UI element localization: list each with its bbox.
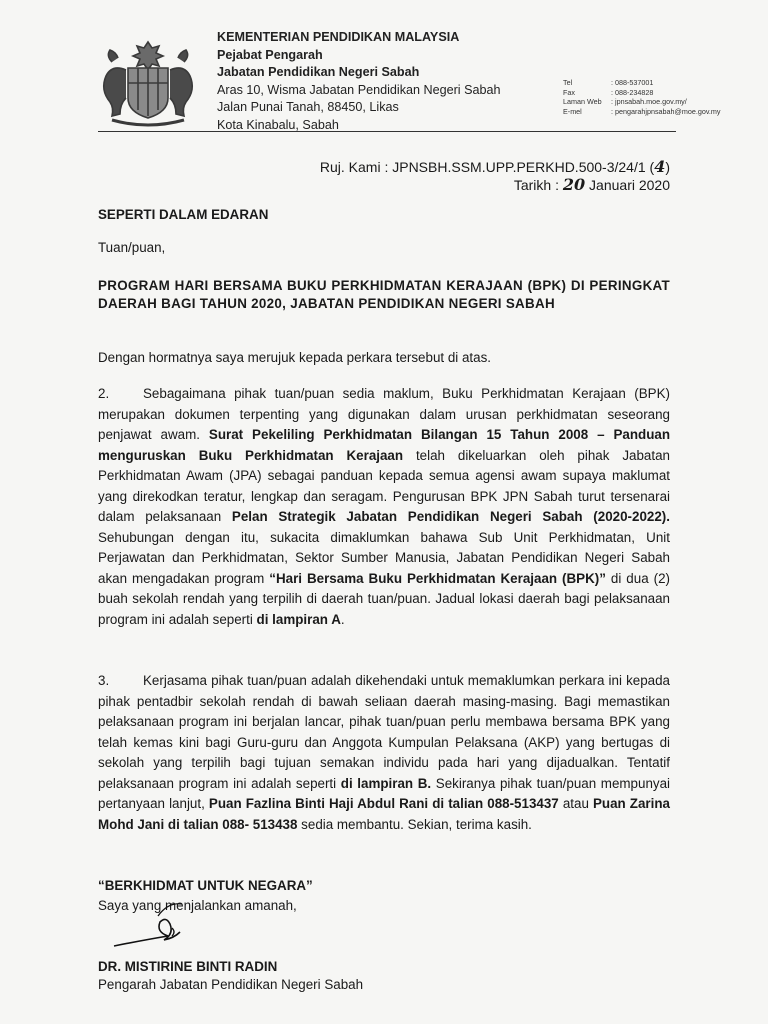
address-line-1: Aras 10, Wisma Jabatan Pendidikan Negeri Sabah: [217, 82, 501, 97]
department-name: Jabatan Pendidikan Negeri Sabah: [217, 65, 420, 80]
motto: “BERKHIDMAT UNTUK NEGARA”: [98, 878, 313, 893]
contact-row-fax: Fax : 088-234828: [563, 87, 654, 97]
signatory-position: Pengarah Jabatan Pendidikan Negeri Sabah: [98, 977, 364, 992]
contact-row-email: E-mel : pengarahjpnsabah@moe.gov.my: [563, 106, 721, 116]
coat-of-arms-logo: [98, 36, 198, 128]
paragraph-2: 2. Sebagaimana pihak tuan/puan sedia maklum, Buku Perkhidmatan Kerajaan (BPK) merupakan dokumen terpenting yang digunakan dalam urusan perkhidmatan seseorang penjawat awam. Surat Pekeliling Perkhidmatan Bilangan 15 Tahun 2008 – Panduan menguruskan Buku Perkhidmatan Kerajaan telah dikeluarkan oleh pihak Jabatan Perkhidmatan Awam (JPA) sebagai panduan kepada semua agensi awam supaya maklumat yang direkodkan teratur, lengkap dan seragam. Pengurusan BPK JPN Sabah turut tersenarai dalam pelaksanaan Pelan Strategik Jabatan Pendidikan Negeri Sabah (2020-2022). Sehubungan dengan itu, sukacita dimaklumkan bahawa Sub Unit Perkhidmatan, Unit Perjawatan dan Perkhidmatan, Sektor Sumber Manusia, Jabatan Pendidikan Negeri Sabah akan mengadakan program “Hari Bersama Buku Perkhidmatan Kerajaan (BPK)” di dua (2) buah sekolah rendah yang terpilih di daerah tuan/puan. Jadual lokasi daerah bagi pelaksanaan program ini adalah seperti di lampiran A.: [98, 386, 671, 627]
letterhead-divider: [98, 131, 676, 132]
letterhead: [217, 29, 501, 135]
closing-line: Saya yang menjalankan amanah,: [98, 898, 297, 913]
address-line-3: Kota Kinabalu, Sabah: [217, 117, 339, 132]
contact-details: [563, 78, 720, 116]
handwritten-signature: [112, 896, 202, 954]
reference-number: Ruj. Kami : JPNSBH.SSM.UPP.PERKHD.500-3/24/1 (4): [319, 157, 670, 176]
recipient-line: SEPERTI DALAM EDARAN: [98, 207, 269, 222]
office-name: Pejabat Pengarah: [217, 47, 323, 62]
ministry-name: KEMENTERIAN PENDIDIKAN MALAYSIA: [217, 30, 460, 44]
subject-heading: PROGRAM HARI BERSAMA BUKU PERKHIDMATAN KERAJAAN (BPK) DI PERINGKAT DAERAH BAGI TAHUN 2020, JABATAN PENDIDIKAN NEGERI SABAH: [98, 278, 670, 311]
paragraph-3: 3. Kerjasama pihak tuan/puan adalah dikehendaki untuk memaklumkan perkara ini kepada pihak pentadbir sekolah rendah di bawah seliaan daerah masing-masing. Bagi memastikan pelaksanaan program ini berjalan lancar, pihak tuan/puan perlu membawa bersama BPK yang telah kemas kini bagi Guru-guru dan Anggota Kumpulan Pelaksana (AKP) yang bertugas di sekolah yang terpilih bagi tujuan semakan individu pada hari yang dijadualkan. Tentatif pelaksanaan program ini adalah seperti di lampiran B. Sekiranya pihak tuan/puan mempunyai pertanyaan lanjut, Puan Fazlina Binti Haji Abdul Rani di talian 088-513437 atau Puan Zarina Mohd Jani di talian 088- 513438 sedia membantu. Sekian, terima kasih.: [98, 673, 671, 832]
contact-row-web: Laman Web : jpnsabah.moe.gov.my/: [563, 97, 687, 107]
contact-row-tel: Tel : 088-537001: [563, 78, 654, 87]
signatory-name: DR. MISTIRINE BINTI RADIN: [98, 959, 278, 974]
salutation: Tuan/puan,: [98, 240, 166, 255]
opening-paragraph: Dengan hormatnya saya merujuk kepada perkara tersebut di atas.: [98, 350, 492, 365]
reference-block: [284, 158, 670, 194]
address-line-2: Jalan Punai Tanah, 88450, Likas: [217, 100, 399, 115]
letter-date: Tarikh : 20 Januari 2020: [513, 175, 670, 194]
